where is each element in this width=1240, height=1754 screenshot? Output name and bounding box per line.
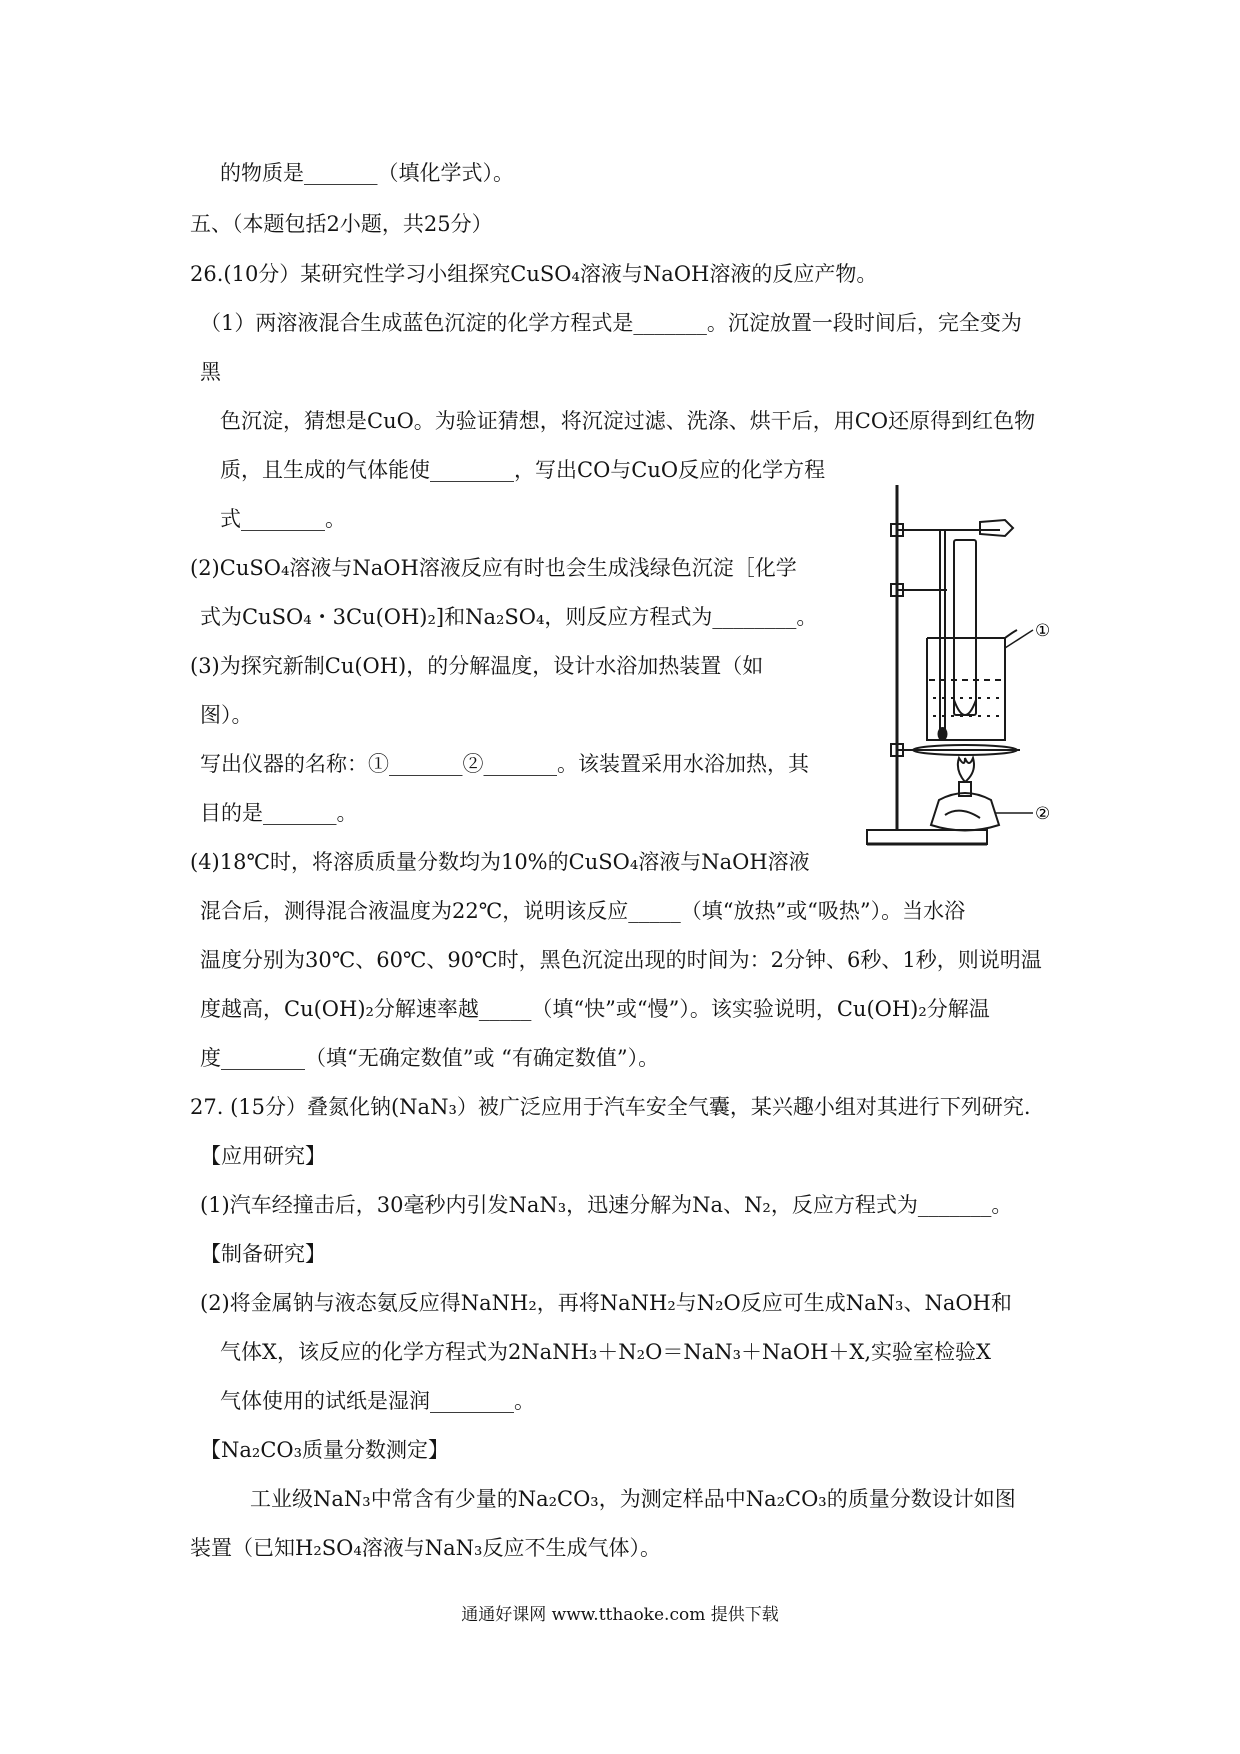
text-line: (3)为探究新制Cu(OH)，的分解温度，设计水浴加热装置（如 [190, 654, 764, 678]
text-line: (1)汽车经撞击后，30毫秒内引发NaN₃，迅速分解为Na、N₂，反应方程式为_______。 [200, 1193, 1013, 1217]
text-line: 黑 [200, 360, 221, 384]
flame [958, 758, 974, 782]
text-line: 目的是_______。 [200, 801, 358, 825]
text-line: (4)18℃时，将溶质质量分数均为10%的CuSO₄溶液与NaOH溶液 [190, 850, 810, 874]
text-line: 装置（已知H₂SO₄溶液与NaN₃反应不生成气体）。 [190, 1536, 661, 1560]
text-line: 混合后，测得混合液温度为22℃，说明该反应_____（填“放热”或“吸热”）。当水浴 [200, 899, 966, 923]
clamp-jaw [980, 520, 1013, 536]
subsection-heading: 【Na₂CO₃质量分数测定】 [200, 1438, 450, 1462]
text-line: 式________。 [220, 507, 346, 531]
text-line: 气体X，该反应的化学方程式为2NaNH₃＋N₂O＝NaN₃＋NaOH＋X,实验室检验X [220, 1340, 992, 1364]
label-2: ② [1035, 804, 1051, 824]
test-tube [954, 540, 976, 715]
page-footer: 通通好课网 www.tthaoke.com 提供下载 [461, 1605, 779, 1625]
stand-base [867, 830, 987, 844]
leader-line-1 [1005, 630, 1033, 648]
text-line: （1）两溶液混合生成蓝色沉淀的化学方程式是_______。沉淀放置一段时间后，完全变为 [200, 311, 1022, 335]
question-27-title: 27. (15分）叠氮化钠(NaN₃）被广泛应用于汽车安全气囊，某兴趣小组对其进行下列研究. [190, 1095, 1031, 1119]
text-line: 图）。 [200, 703, 253, 727]
text-line: (2)CuSO₄溶液与NaOH溶液反应有时也会生成浅绿色沉淀［化学 [190, 556, 797, 580]
section-heading: 五、（本题包括2小题，共25分） [190, 212, 493, 236]
text-line: 度越高，Cu(OH)₂分解速率越_____（填“快”或“慢”）。该实验说明，Cu(OH)₂分解温 [200, 997, 990, 1021]
text-line: 的物质是_______（填化学式）。 [220, 161, 514, 185]
text-line: 质，且生成的气体能使________，写出CO与CuO反应的化学方程 [220, 458, 826, 482]
text-line: 式为CuSO₄・3Cu(OH)₂]和Na₂SO₄，则反应方程式为________。 [200, 605, 818, 629]
text-line: 度________（填“无确定数值”或 “有确定数值”）。 [200, 1046, 660, 1070]
text-line: 温度分别为30℃、60℃、90℃时，黑色沉淀出现的时间为：2分钟、6秒、1秒，则说明温 [200, 948, 1042, 972]
water-bath-apparatus-figure [855, 480, 1070, 855]
text-line: (2)将金属钠与液态氨反应得NaNH₂，再将NaNH₂与N₂O反应可生成NaN₃、NaOH和 [200, 1291, 1012, 1315]
label-1: ① [1035, 621, 1051, 641]
subsection-heading: 【制备研究】 [200, 1242, 326, 1266]
apparatus-drawing [855, 480, 1070, 855]
text-line: 写出仪器的名称：①_______②_______。该装置采用水浴加热，其 [200, 752, 809, 776]
text-line: 工业级NaN₃中常含有少量的Na₂CO₃，为测定样品中Na₂CO₃的质量分数设计如图 [250, 1487, 1016, 1511]
text-line: 色沉淀，猜想是CuO。为验证猜想，将沉淀过滤、洗涤、烘干后，用CO还原得到红色物 [220, 409, 1036, 433]
text-line: 气体使用的试纸是湿润________。 [220, 1389, 535, 1413]
subsection-heading: 【应用研究】 [200, 1144, 326, 1168]
question-26-title: 26.(10分）某研究性学习小组探究CuSO₄溶液与NaOH溶液的反应产物。 [190, 262, 878, 286]
